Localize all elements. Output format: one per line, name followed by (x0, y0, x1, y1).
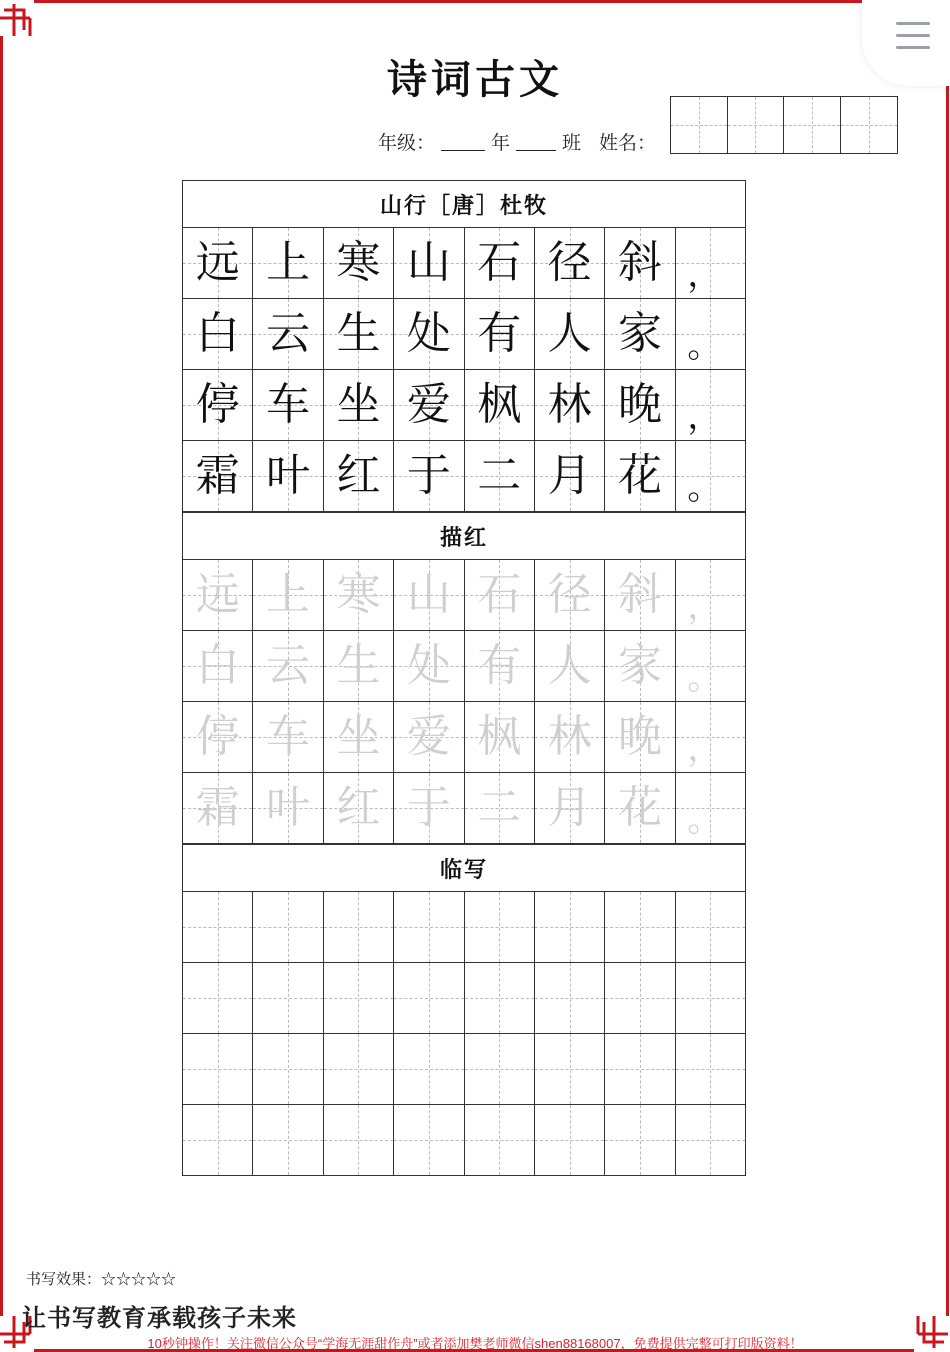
character-cell (465, 299, 535, 369)
poem-character: 花 (617, 450, 662, 501)
grid-row (183, 370, 745, 441)
writing-cell[interactable] (535, 1034, 605, 1104)
character-cell (324, 299, 394, 369)
student-info-row (378, 128, 656, 155)
character-cell[interactable] (253, 631, 323, 701)
writing-cell[interactable] (535, 1105, 605, 1175)
character-cell (605, 228, 675, 298)
character-cell (183, 228, 253, 298)
writing-sheet (182, 180, 746, 1176)
character-cell (535, 441, 605, 511)
grade-blank[interactable] (441, 149, 485, 151)
character-cell[interactable] (394, 560, 464, 630)
poem-character: 人 (547, 308, 592, 359)
character-cell (183, 370, 253, 440)
writing-cell[interactable] (676, 1034, 745, 1104)
character-cell (465, 228, 535, 298)
character-cell[interactable] (535, 631, 605, 701)
character-cell[interactable] (465, 560, 535, 630)
character-cell (183, 299, 253, 369)
poem-character: 。 (687, 468, 722, 508)
grid-row (183, 631, 745, 702)
character-cell[interactable] (605, 631, 675, 701)
writing-cell[interactable] (605, 892, 675, 962)
poem-character: 生 (336, 308, 381, 359)
character-cell (465, 370, 535, 440)
name-writing-grid[interactable] (670, 96, 898, 154)
poem-character: 有 (477, 308, 522, 359)
poem-character: 红 (336, 450, 381, 501)
trace-character: 红 (336, 782, 381, 833)
writing-cell[interactable] (605, 963, 675, 1033)
footer-promo-note: 10秒钟操作！关注微信公众号“学海无涯甜作舟”或者添加樊老师微信shen88168007，免费提供完整可打印版资料！ (147, 1336, 803, 1351)
hamburger-menu-icon-bar (896, 34, 930, 37)
trace-character: 于 (406, 782, 451, 833)
writing-cell[interactable] (324, 892, 394, 962)
writing-cell[interactable] (465, 1105, 535, 1175)
character-cell (324, 228, 394, 298)
character-cell[interactable] (676, 773, 745, 843)
writing-cell[interactable] (324, 1105, 394, 1175)
poem-character: 处 (406, 308, 451, 359)
poem-character: 斜 (617, 237, 662, 288)
trace-character: 叶 (266, 782, 311, 833)
character-cell[interactable] (183, 773, 253, 843)
trace-grid (183, 560, 745, 844)
trace-character: 。 (687, 658, 722, 698)
trace-character: 径 (547, 569, 592, 620)
character-cell (394, 299, 464, 369)
writing-cell[interactable] (535, 963, 605, 1033)
copy-section-heading: 临写 (183, 844, 745, 892)
page-title: 诗词古文 (387, 56, 563, 103)
poem-character: 白 (195, 308, 240, 359)
poem-character: 石 (477, 237, 522, 288)
character-cell[interactable] (605, 560, 675, 630)
character-cell[interactable] (465, 773, 535, 843)
character-cell[interactable] (183, 702, 253, 772)
character-cell (605, 299, 675, 369)
poem-grid (183, 228, 745, 512)
poem-character: 家 (617, 308, 662, 359)
character-cell[interactable] (394, 702, 464, 772)
trace-character: 坐 (336, 711, 381, 762)
character-cell[interactable] (676, 560, 745, 630)
character-cell[interactable] (183, 560, 253, 630)
poem-character: 。 (687, 326, 722, 366)
poem-character: 山 (406, 237, 451, 288)
trace-character: 白 (195, 640, 240, 691)
character-cell (535, 299, 605, 369)
frame-left-line (0, 36, 3, 1316)
trace-character: 人 (547, 640, 592, 691)
poem-character: 霜 (195, 450, 240, 501)
writing-cell[interactable] (394, 1034, 464, 1104)
trace-character: ， (687, 729, 722, 769)
grid-row (183, 1034, 745, 1105)
poem-character: 晚 (617, 379, 662, 430)
poem-character: 远 (195, 237, 240, 288)
character-cell (605, 441, 675, 511)
character-cell[interactable] (605, 702, 675, 772)
character-cell[interactable] (535, 560, 605, 630)
character-cell (394, 370, 464, 440)
poem-character: 二 (477, 450, 522, 501)
writing-cell[interactable] (253, 892, 323, 962)
trace-character: ， (687, 587, 722, 627)
writing-cell[interactable] (183, 1105, 253, 1175)
trace-character: 生 (336, 640, 381, 691)
trace-character: 家 (617, 640, 662, 691)
trace-character: 云 (266, 640, 311, 691)
poem-character: 于 (406, 450, 451, 501)
character-cell (324, 441, 394, 511)
writing-cell[interactable] (394, 892, 464, 962)
writing-cell[interactable] (183, 963, 253, 1033)
trace-character: 霜 (195, 782, 240, 833)
grid-row (183, 773, 745, 844)
poem-heading: 山行［唐］杜牧 (183, 181, 745, 228)
poem-character: 停 (195, 379, 240, 430)
writing-cell[interactable] (183, 892, 253, 962)
corner-ornament-top-left (0, 0, 36, 36)
grid-row (183, 228, 745, 299)
character-cell (465, 441, 535, 511)
writing-cell[interactable] (465, 963, 535, 1033)
poem-character: ， (687, 397, 722, 437)
character-cell (676, 299, 745, 369)
poem-character: 叶 (266, 450, 311, 501)
character-cell[interactable] (535, 702, 605, 772)
name-box[interactable] (784, 97, 841, 153)
trace-character: 斜 (617, 569, 662, 620)
poem-character: 寒 (336, 237, 381, 288)
writing-cell[interactable] (324, 963, 394, 1033)
poem-character: 车 (266, 379, 311, 430)
poem-character: 月 (547, 450, 592, 501)
trace-character: 月 (547, 782, 592, 833)
character-cell (253, 299, 323, 369)
character-cell[interactable] (324, 702, 394, 772)
writing-cell[interactable] (253, 1034, 323, 1104)
name-box[interactable] (671, 97, 728, 153)
character-cell[interactable] (324, 560, 394, 630)
character-cell[interactable] (253, 560, 323, 630)
character-cell (676, 441, 745, 511)
grid-row (183, 963, 745, 1034)
trace-character: 。 (687, 800, 722, 840)
writing-cell[interactable] (605, 1034, 675, 1104)
name-label: 姓名： (599, 132, 657, 154)
writing-cell[interactable] (676, 892, 745, 962)
character-cell (535, 370, 605, 440)
character-cell[interactable] (183, 631, 253, 701)
poem-character: ， (687, 255, 722, 295)
trace-section-heading: 描红 (183, 512, 745, 560)
writing-cell[interactable] (183, 1034, 253, 1104)
poem-character: 径 (547, 237, 592, 288)
poem-character: 坐 (336, 379, 381, 430)
character-cell (676, 370, 745, 440)
trace-character: 石 (477, 569, 522, 620)
grid-row (183, 702, 745, 773)
grade-label: 年级： (378, 132, 436, 154)
character-cell (253, 228, 323, 298)
poem-character: 爱 (406, 379, 451, 430)
grid-row (183, 1105, 745, 1175)
frame-right-line (946, 86, 949, 1316)
character-cell[interactable] (605, 773, 675, 843)
character-cell (183, 441, 253, 511)
trace-character: 远 (195, 569, 240, 620)
character-cell[interactable] (676, 702, 745, 772)
character-cell[interactable] (465, 631, 535, 701)
poem-character: 枫 (477, 379, 522, 430)
class-label: 班 (562, 132, 582, 154)
year-label: 年 (491, 132, 511, 154)
copy-grid (183, 892, 745, 1175)
grid-row (183, 892, 745, 963)
writing-cell[interactable] (535, 892, 605, 962)
grid-row (183, 299, 745, 370)
trace-character: 晚 (617, 711, 662, 762)
character-cell[interactable] (394, 773, 464, 843)
writing-cell[interactable] (394, 1105, 464, 1175)
character-cell[interactable] (465, 702, 535, 772)
frame-top-line (34, 0, 874, 3)
character-cell (253, 370, 323, 440)
grid-row (183, 441, 745, 512)
trace-character: 爱 (406, 711, 451, 762)
character-cell[interactable] (394, 631, 464, 701)
footer-slogan: 让书写教育承载孩子未来 (22, 1303, 297, 1332)
character-cell[interactable] (324, 773, 394, 843)
poem-character: 上 (266, 237, 311, 288)
name-box[interactable] (841, 97, 898, 153)
writing-cell[interactable] (324, 1034, 394, 1104)
trace-character: 二 (477, 782, 522, 833)
trace-character: 停 (195, 711, 240, 762)
character-cell (605, 370, 675, 440)
character-cell[interactable] (253, 702, 323, 772)
character-cell[interactable] (535, 773, 605, 843)
trace-character: 花 (617, 782, 662, 833)
character-cell[interactable] (324, 631, 394, 701)
character-cell (324, 370, 394, 440)
writing-cell[interactable] (394, 963, 464, 1033)
writing-rating: 书写效果：☆☆☆☆☆ (26, 1270, 177, 1288)
trace-character: 处 (406, 640, 451, 691)
hamburger-menu-icon (896, 22, 930, 25)
character-cell (394, 228, 464, 298)
trace-character: 枫 (477, 711, 522, 762)
character-cell (394, 441, 464, 511)
writing-cell[interactable] (605, 1105, 675, 1175)
writing-cell[interactable] (253, 963, 323, 1033)
writing-cell[interactable] (676, 963, 745, 1033)
trace-character: 寒 (336, 569, 381, 620)
writing-cell[interactable] (465, 1034, 535, 1104)
character-cell[interactable] (253, 773, 323, 843)
character-cell (253, 441, 323, 511)
poem-character: 云 (266, 308, 311, 359)
writing-cell[interactable] (253, 1105, 323, 1175)
grid-row (183, 560, 745, 631)
trace-character: 上 (266, 569, 311, 620)
poem-character: 林 (547, 379, 592, 430)
trace-character: 山 (406, 569, 451, 620)
character-cell[interactable] (676, 631, 745, 701)
name-box[interactable] (728, 97, 785, 153)
trace-character: 林 (547, 711, 592, 762)
class-blank[interactable] (516, 149, 556, 151)
trace-character: 车 (266, 711, 311, 762)
writing-cell[interactable] (676, 1105, 745, 1175)
writing-cell[interactable] (465, 892, 535, 962)
trace-character: 有 (477, 640, 522, 691)
character-cell (535, 228, 605, 298)
character-cell (676, 228, 745, 298)
